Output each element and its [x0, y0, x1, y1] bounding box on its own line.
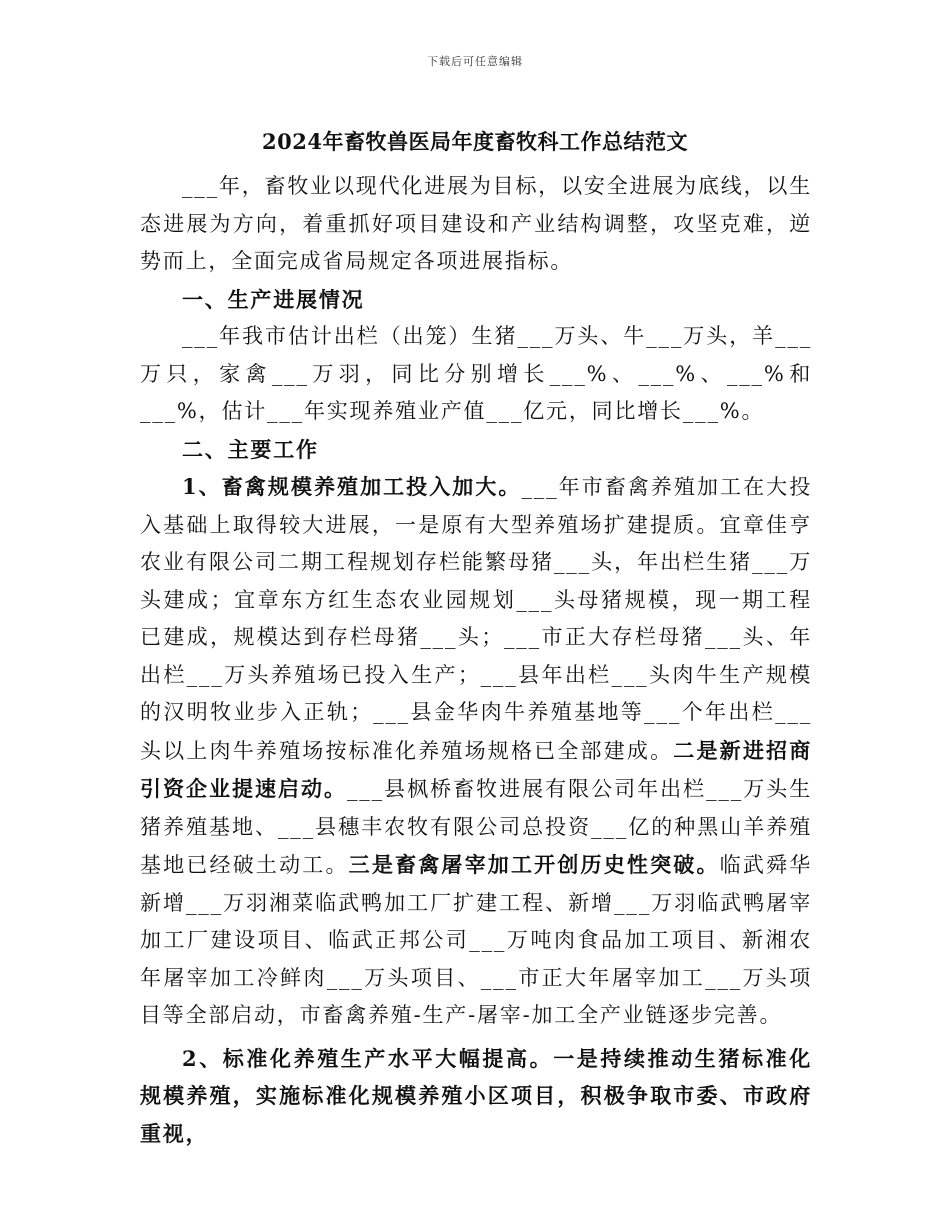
document-body — [140, 168, 812, 1152]
item1-paragraph — [140, 468, 812, 1035]
intro-paragraph: ___年，畜牧业以现代化进展为目标，以安全进展为底线，以生态进展为方向，着重抓好项目建设和产业结构调整，攻坚克难，逆势而上，全面完成省局规定各项进展指标。 — [140, 174, 812, 273]
document-title: 2024年畜牧兽医局年度畜牧科工作总结范文 — [262, 129, 688, 154]
item2-paragraph — [140, 1040, 812, 1153]
item1-bold-b: 二是新进招商引资企业提速启动。 — [140, 737, 812, 801]
production-paragraph: ___年我市估计出栏（出笼）生猪___万头、牛___万头，羊___万只，家禽___万羽，同比分别增长___%、___%、___%和___%，估计___年实现养殖业产值___亿元，同比增长___%。 — [140, 324, 812, 423]
section-heading-production: 一、生产进展情况 — [182, 286, 365, 312]
item2-bold-a: 一是持续推动生猪标准化规模养殖，实施标准化规模养殖小区项目，积极争取市委、市政府重视， — [140, 1045, 812, 1146]
item1-text-c: 临武舜华新增___万羽湘菜临武鸭加工厂扩建工程、新增___万羽临武鸭屠宰加工厂建设项目、临武正邦公司___万吨肉食品加工项目、新湘农年屠宰加工冷鲜肉___万头项目、___市正大年屠宰加工___万头项目等全部启动，市畜禽养殖-生产-屠宰-加工全产业链逐步完善。 — [140, 853, 812, 1027]
header-note: 下载后可任意编辑 — [427, 55, 523, 68]
section-heading-main-work: 二、主要工作 — [182, 436, 319, 462]
item1-bold-c: 三是畜禽屠宰加工开创历史性突破。 — [348, 852, 720, 877]
item1-lead: 1、畜禽规模养殖加工投入加大。 — [182, 474, 522, 499]
item1-text-b: ___县枫桥畜牧进展有限公司年出栏___万头生猪养殖基地、___县穗丰农牧有限公司总投资___亿的种黑山羊养殖基地已经破土动工。 — [140, 777, 812, 877]
item1-text-a: ___年市畜禽养殖加工在大投入基础上取得较大进展，一是原有大型养殖场扩建提质。宜章佳亨农业有限公司二期工程规划存栏能繁母猪___头，年出栏生猪___万头建成；宜章东方红生态农业园规划___头母猪规模，现一期工程已建成，规模达到存栏母猪___头；___市正大存栏母猪___头、年出栏___万头养殖场已投入生产；___县年出栏___头肉牛生产规模的汉明牧业步入正轨；___县金华肉牛养殖基地等___个年出栏___头以上肉牛养殖场按标准化养殖场规格已全部建成。 — [140, 475, 812, 763]
item2-lead: 2、标准化养殖生产水平大幅提高。 — [182, 1045, 554, 1071]
